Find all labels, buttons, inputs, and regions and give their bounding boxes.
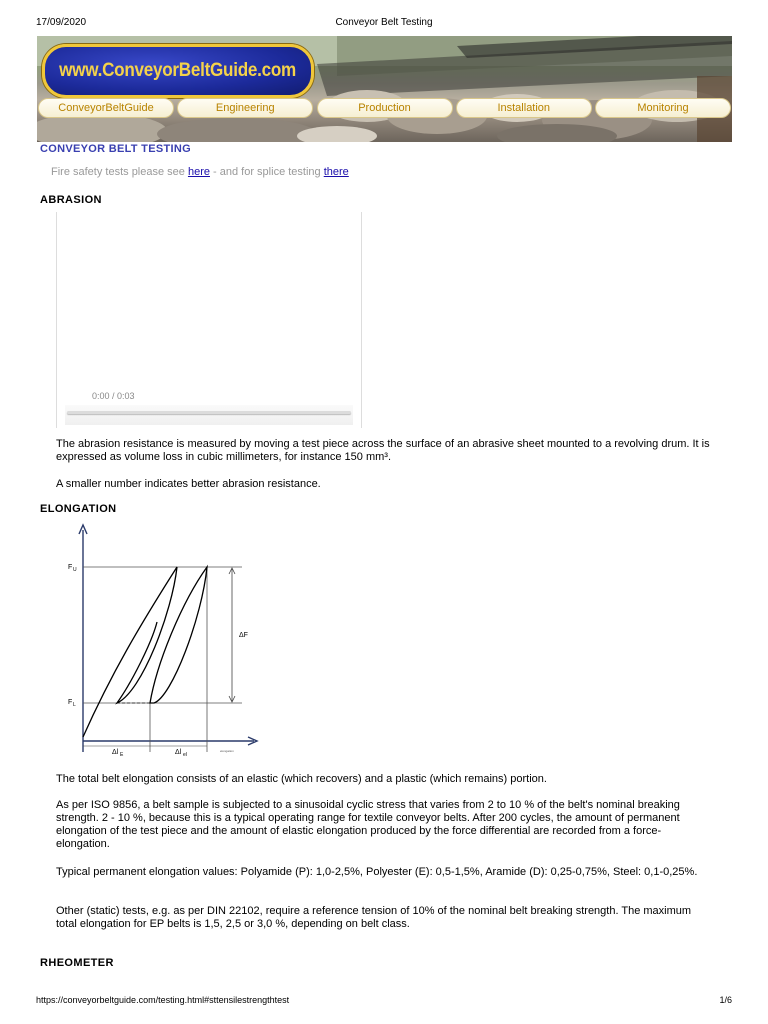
print-header <box>36 17 732 31</box>
intro-text <box>51 166 349 178</box>
elongation-paragraph-1: The total belt elongation consists of an elastic (which recovers) and a plastic (which remains) portion. <box>56 773 547 785</box>
intro-middle: - and for splice testing <box>209 166 324 178</box>
hysteresis-loop-2 <box>150 567 207 703</box>
video-progress-bar[interactable] <box>67 411 351 414</box>
elongation-paragraph-2: As per ISO 9856, a belt sample is subjected to a sinusoidal cyclic stress that varies from 2 to 10 % of the belt's nominal breaking strength. 2 - 10 %, because this is a typical operating range for textile conveyor belts. After 200 cycles, the amount of permanent elongation of the test piece and the amount of elastic elongation produced by the force differential are recorded from a force-elongation. <box>56 799 680 850</box>
site-banner <box>37 36 732 142</box>
delta-l-e-subscript: E <box>120 752 124 758</box>
print-page-number: 1/6 <box>719 995 732 1005</box>
hysteresis-loop-1 <box>117 567 177 703</box>
x-axis-label: elongation <box>220 749 234 753</box>
video-time: 0:00 / 0:03 <box>92 391 135 401</box>
intro-prefix: Fire safety tests please see <box>51 166 188 178</box>
nav-conveyorbeltguide[interactable]: ConveyorBeltGuide <box>38 98 174 118</box>
delta-f-label: ΔF <box>239 632 248 639</box>
fire-safety-link[interactable]: here <box>187 166 210 178</box>
logo-text: www.ConveyorBeltGuide.com <box>59 60 297 81</box>
elongation-paragraph-4: Other (static) tests, e.g. as per DIN 22102, require a reference tension of 10% of the nominal belt breaking strength. The maximum total elongation for EP belts is 1,5, 2,5 or 3,0 %, depending on belt class. <box>56 905 692 930</box>
fu-label-subscript: U <box>73 567 77 573</box>
abrasion-paragraph-2: A smaller number indicates better abrasion resistance. <box>56 478 321 490</box>
print-url: https://conveyorbeltguide.com/testing.html#sttensilestrengthtest <box>36 995 290 1005</box>
print-footer <box>36 995 732 1009</box>
abrasion-paragraph-1: The abrasion resistance is measured by moving a test piece across the surface of an abrasive sheet mounted to a revolving drum. It is expressed as volume loss in cubic millimeters, for instance 150 mm³. <box>56 438 710 463</box>
delta-l-e-label: Δl <box>112 749 119 756</box>
rheometer-heading: RHEOMETER <box>40 957 114 969</box>
nav-engineering[interactable]: Engineering <box>177 98 313 118</box>
fl-label-subscript: L <box>73 702 76 708</box>
delta-l-el-subscript: el <box>183 752 187 758</box>
fu-label: F <box>68 564 73 571</box>
abrasion-video-player[interactable] <box>56 212 362 428</box>
print-title: Conveyor Belt Testing <box>335 17 433 28</box>
elongation-heading: ELONGATION <box>40 503 117 515</box>
nav-production[interactable]: Production <box>317 98 453 118</box>
site-logo[interactable] <box>42 44 314 98</box>
elongation-paragraph-3: Typical permanent elongation values: Polyamide (P): 1,0-2,5%, Polyester (E): 0,5-1,5%, Aramide (D): 0,25-0,75%, Steel: 0,1-0,25%. <box>56 866 698 878</box>
delta-l-el-label: Δl <box>175 749 182 756</box>
abrasion-heading: ABRASION <box>40 194 102 206</box>
loading-curve-1 <box>83 567 177 737</box>
print-date: 17/09/2020 <box>36 17 87 28</box>
video-controls <box>65 405 353 425</box>
main-nav <box>37 98 732 120</box>
splice-testing-link[interactable]: there <box>323 166 349 178</box>
page-title: CONVEYOR BELT TESTING <box>40 143 191 155</box>
force-elongation-diagram <box>62 522 270 762</box>
nav-monitoring[interactable]: Monitoring <box>595 98 731 118</box>
nav-installation[interactable]: Installation <box>456 98 592 118</box>
fl-label: F <box>68 699 73 706</box>
